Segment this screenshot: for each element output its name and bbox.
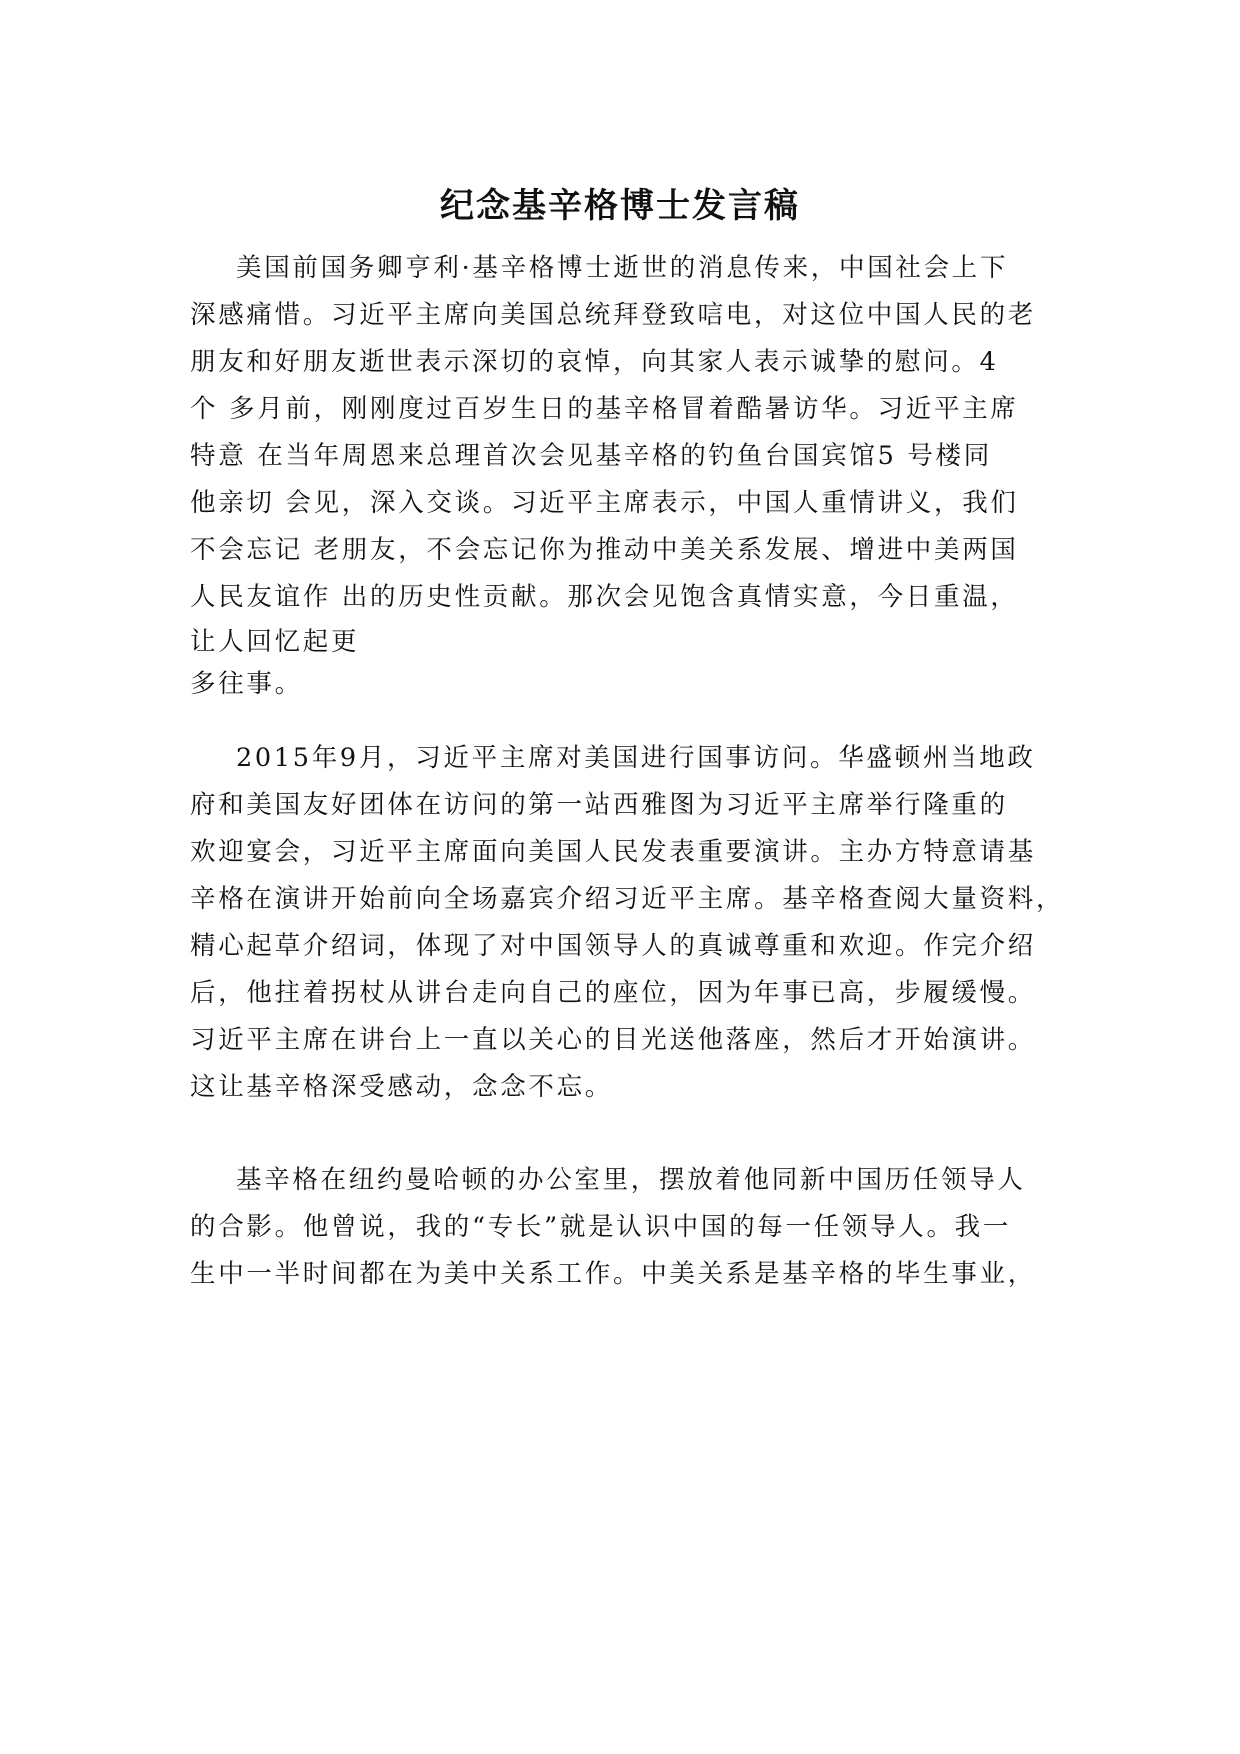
paragraph-1-line-4: 个 多月前，刚刚度过百岁生日的基辛格冒着酷暑访华。习近平主席: [190, 394, 1019, 424]
paragraph-1-line-8: 人民友谊作 出的历史性贡献。那次会见饱含真情实意，今日重温，: [190, 582, 1019, 612]
document-title: 纪念基辛格博士发言稿: [440, 186, 800, 226]
paragraph-2-line-8: 这让基辛格深受感动，念念不忘。: [190, 1072, 614, 1102]
paragraph-2-line-2: 府和美国友好团体在访问的第一站西雅图为习近平主席举行隆重的: [190, 790, 1008, 820]
paragraph-1-line-1: 美国前国务卿亨利·基辛格博士逝世的消息传来，中国社会上下: [236, 253, 1009, 283]
paragraph-1-line-10: 多往事。: [190, 669, 303, 699]
paragraph-1-line-5: 特意 在当年周恩来总理首次会见基辛格的钓鱼台国宾馆5 号楼同: [190, 441, 992, 471]
paragraph-2-line-7: 习近平主席在讲台上一直以关心的目光送他落座，然后才开始演讲。: [190, 1025, 1037, 1055]
paragraph-3-line-2: 的合影。他曾说，我的“专长”就是认识中国的每一任领导人。我一: [190, 1212, 1012, 1242]
paragraph-1-line-9: 让人回忆起更: [190, 627, 360, 657]
paragraph-2-line-6: 后，他拄着拐杖从讲台走向自己的座位，因为年事已高，步履缓慢。: [190, 978, 1037, 1008]
paragraph-1-line-3: 朋友和好朋友逝世表示深切的哀悼，向其家人表示诚挚的慰问。4: [190, 347, 999, 377]
paragraph-1-line-7: 不会忘记 老朋友，不会忘记你为推动中美关系发展、增进中美两国: [190, 535, 1019, 565]
paragraph-1-line-2: 深感痛惜。习近平主席向美国总统拜登致唁电，对这位中国人民的老: [190, 300, 1037, 330]
paragraph-3-line-3: 生中一半时间都在为美中关系工作。中美关系是基辛格的毕生事业，: [190, 1259, 1037, 1289]
paragraph-1-line-6: 他亲切 会见，深入交谈。习近平主席表示，中国人重情讲义，我们: [190, 488, 1019, 518]
paragraph-2-line-3: 欢迎宴会，习近平主席面向美国人民发表重要演讲。主办方特意请基: [190, 837, 1037, 867]
paragraph-2-line-5: 精心起草介绍词，体现了对中国领导人的真诚尊重和欢迎。作完介绍: [190, 931, 1037, 961]
paragraph-2-line-4: 辛格在演讲开始前向全场嘉宾介绍习近平主席。基辛格查阅大量资料，: [190, 884, 1065, 914]
paragraph-2-line-1: 2015年9月，习近平主席对美国进行国事访问。华盛顿州当地政: [236, 743, 1036, 773]
paragraph-3-line-1: 基辛格在纽约曼哈顿的办公室里，摆放着他同新中国历任领导人: [236, 1165, 1026, 1195]
